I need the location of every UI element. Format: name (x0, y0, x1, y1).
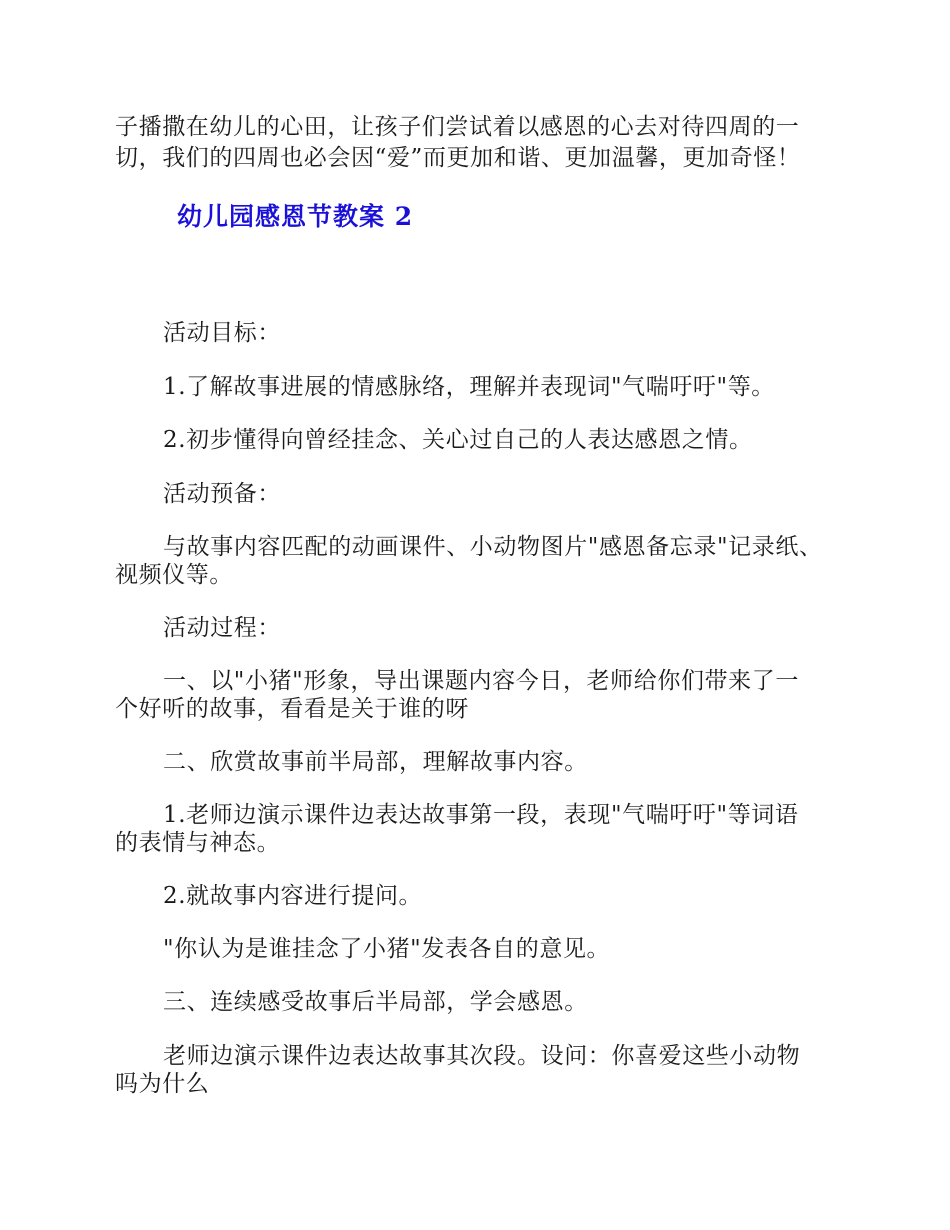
paragraph-step-1-line-1: 一、以"小猪"形象，导出课题内容今日，老师给你们带来了一 (163, 668, 799, 694)
section-heading: 幼儿园感恩节教案 2 (177, 202, 414, 231)
paragraph-step-3-detail-line-1: 老师边演示课件边表达故事其次段。设问：你喜爱这些小动物 (163, 1043, 801, 1069)
paragraph-activity-goals: 活动目标： (163, 320, 281, 346)
paragraph-activity-preparation: 活动预备： (163, 481, 281, 507)
paragraph-step-2-1-line-1: 1.老师边演示课件边表达故事第一段，表现"气喘吁吁"等词语 (163, 802, 799, 828)
paragraph-preparation-line-2: 视频仪等。 (115, 562, 233, 588)
paragraph-step-2-1-line-2: 的表情与神态。 (115, 830, 281, 856)
paragraph-step-1-line-2: 个好听的故事，看看是关于谁的呀 (115, 696, 469, 722)
paragraph-activity-process: 活动过程： (163, 615, 281, 641)
paragraph-step-3: 三、连续感受故事后半局部，学会感恩。 (163, 989, 588, 1015)
paragraph-question: "你认为是谁挂念了小猪"发表各自的意见。 (163, 936, 611, 962)
paragraph-step-2-2: 2.就故事内容进行提问。 (163, 883, 423, 909)
paragraph-goal-1: 1.了解故事进展的情感脉络，理解并表现词"气喘吁吁"等。 (163, 374, 775, 400)
paragraph-goal-2: 2.初步懂得向曾经挂念、关心过自己的人表达感恩之情。 (163, 427, 753, 453)
intro-line-1: 子播撒在幼儿的心田，让孩子们尝试着以感恩的心去对待四周的一 (115, 114, 800, 140)
paragraph-step-2: 二、欣赏故事前半局部，理解故事内容。 (163, 749, 588, 775)
intro-line-2: 切，我们的四周也必会因“爱”而更加和谐、更加温馨，更加奇怪！ (115, 145, 801, 171)
paragraph-step-3-detail-line-2: 吗为什么 (115, 1071, 210, 1097)
paragraph-preparation-line-1: 与故事内容匹配的动画课件、小动物图片"感恩备忘录"记录纸、 (163, 534, 823, 560)
